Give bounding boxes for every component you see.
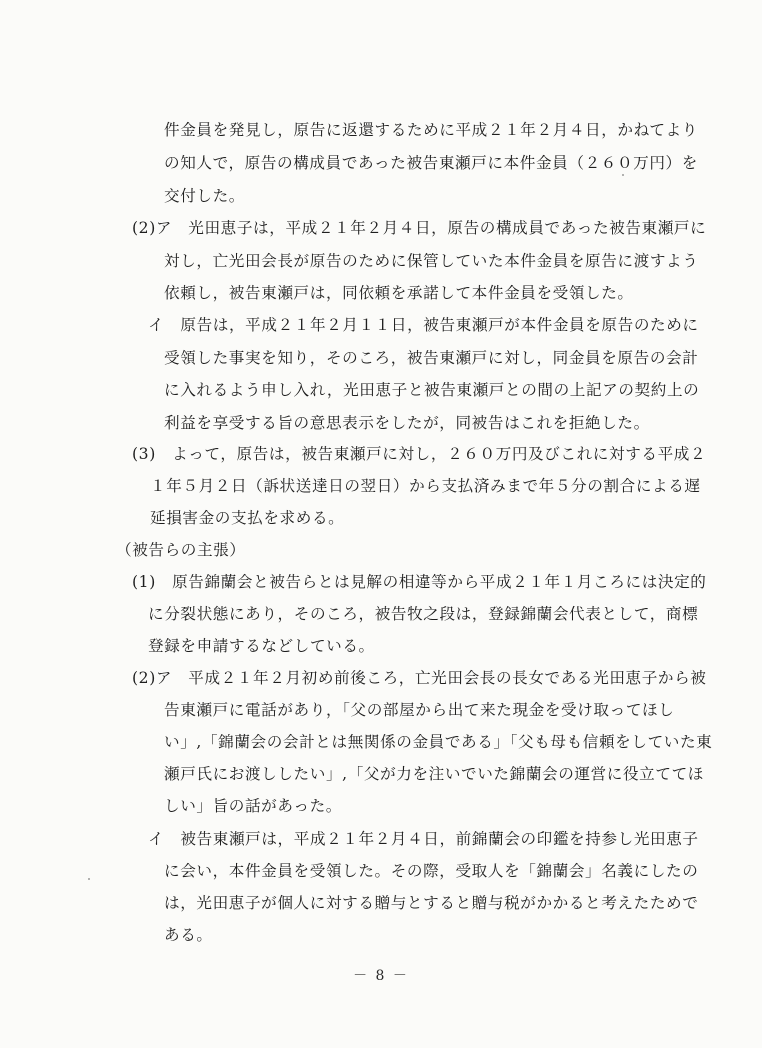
scan-speck xyxy=(622,174,624,176)
text-line-12: １年５月２日（訴状送達日の翌日）から支払済みまで年５分の割合による遅 xyxy=(150,477,701,495)
text-line-3: 交付した。 xyxy=(164,187,245,205)
text-line-24: に会い，本件金員を受領した。その際，受取人を「錦蘭会」名義にしたの xyxy=(164,862,699,880)
page-number: － 8 － xyxy=(353,968,409,984)
text-line-22: しい」旨の話があった。 xyxy=(164,797,342,815)
text-line-25: は，光田恵子が個人に対する贈与とすると贈与税がかかると考えたためで xyxy=(164,894,699,912)
text-line-4: (2)ア 光田恵子は，平成２１年２月４日，原告の構成員であった被告東瀬戸に xyxy=(132,219,707,237)
text-line-6: 依頼し，被告東瀬戸は，同依頼を承諾して本件金員を受領した。 xyxy=(164,284,634,302)
text-line-15: (1) 原告錦蘭会と被告らとは見解の相違等から平成２１年１月ころには決定的 xyxy=(132,573,707,591)
text-line-26: ある。 xyxy=(164,926,213,944)
text-line-1: 件金員を発見し，原告に返還するために平成２１年２月４日，かねてより xyxy=(164,121,699,139)
section-heading: （被告らの主張） xyxy=(116,541,246,559)
text-line-10: 利益を享受する旨の意思表示をしたが，同被告はこれを拒絶した。 xyxy=(164,414,650,432)
text-line-8: 受領した事実を知り，そのころ，被告東瀬戸に対し，同金員を原告の会計 xyxy=(164,349,699,367)
text-line-20: い」,「錦蘭会の会計とは無関係の金員である」「父も母も信頼をしていた東 xyxy=(164,733,713,751)
text-line-16: に分裂状態にあり，そのころ，被告牧之段は，登録錦蘭会代表として，商標 xyxy=(148,605,699,623)
text-line-19: 告東瀬戸に電話があり，「父の部屋から出て来た現金を受け取ってほし xyxy=(164,701,675,719)
text-line-17: 登録を申請するなどしている。 xyxy=(148,637,375,655)
text-line-9: に入れるよう申し入れ，光田恵子と被告東瀬戸との間の上記アの契約上の xyxy=(164,381,700,399)
text-line-5: 対し，亡光田会長が原告のために保管していた本件金員を原告に渡すよう xyxy=(164,252,699,270)
text-line-23: イ 被告東瀬戸は，平成２１年２月４日，前錦蘭会の印鑑を持参し光田恵子 xyxy=(148,830,699,848)
text-line-21: 瀬戸氏にお渡ししたい」,「父が力を注いでいた錦蘭会の運営に役立ててほ xyxy=(164,765,704,783)
text-line-11: (3) よって，原告は，被告東瀬戸に対し，２６０万円及びこれに対する平成２ xyxy=(132,445,707,463)
text-line-18: (2)ア 平成２１年２月初め前後ころ，亡光田会長の長女である光田恵子から被 xyxy=(132,669,707,687)
text-line-13: 延損害金の支払を求める。 xyxy=(150,509,345,527)
text-line-7: イ 原告は，平成２１年２月１１日，被告東瀬戸が本件金員を原告のために xyxy=(148,316,699,334)
text-line-2: の知人で，原告の構成員であった被告東瀬戸に本件金員（２６０万円）を xyxy=(164,154,698,172)
scan-speck xyxy=(88,878,90,880)
